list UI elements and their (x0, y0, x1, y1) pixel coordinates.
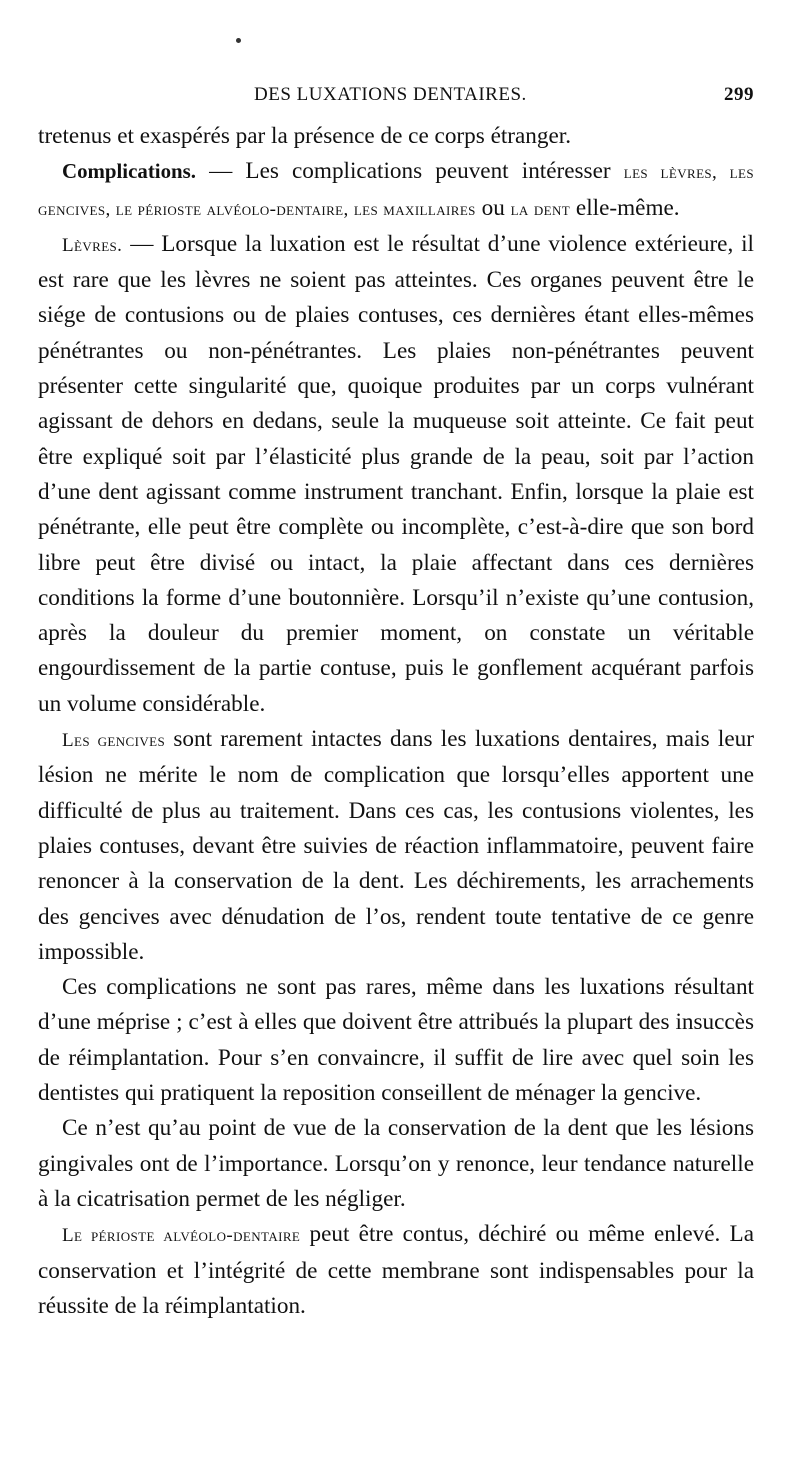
ink-speck (236, 38, 241, 43)
text-run: elle-même. (570, 194, 680, 221)
text-run: — Lorsque la luxation est le résultat d’une violence extérieure, il est rare que les lèvres ne soient pas atteintes. Ces organes peuvent être le siége de contusions ou de plaies contuses, ces dernières étant elles-mêmes pénétrantes ou non-pénétrantes. Les plaies non-pénétrantes peuvent présenter cette singularité que, quoique produites par un corps vulnérant agissant de dehors en dedans, seule la muqueuse soit atteinte. Ce fait peut être expliqué soit par l’élasticité plus grande de la peau, soit par l’action d’une dent agissant comme instrument tranchant. Enfin, lorsque la plaie est pénétrante, elle peut être complète ou incomplète, c’est-à-dire que son bord libre peut être divisé ou intact, la plaie affectant dans ces dernières conditions la forme d’une boutonnière. Lorsqu’il n’existe qu’une contusion, après la douleur du premier moment, on constate un véritable engourdissement de la partie contuse, puis le gonflement acquérant parfois un volume considérable. (38, 230, 754, 717)
paragraph (38, 970, 754, 1111)
text-run: sont rarement intactes dans les luxations dentaires, mais leur lésion ne mérite le nom de complication que lorsqu’elles apportent une difficulté de plus au traitement. Dans ces cas, les contusions violentes, les plaies contuses, devant être suivies de réaction inflammatoire, peuvent faire renoncer à la conservation de la dent. Les déchirements, les arrachements des gencives avec dénudation de l’os, rendent toute tentative de ce genre impossible. (38, 726, 754, 965)
paragraph (38, 1217, 754, 1324)
text-run: Ce n’est qu’au point de vue de la conservation de la dent que les lésions gingivales ont de l’importance. Lorsqu’on y renonce, leur tendance naturelle à la cicatrisation permet de les négliger. (38, 1115, 754, 1212)
running-header (0, 80, 800, 110)
page-number: 299 (724, 84, 754, 105)
small-caps-term: les lèvres, les gencives, le périoste alvéolo-dentaire, les maxillaires (38, 162, 754, 220)
small-caps-term: Le périoste alvéolo-dentaire (62, 1225, 301, 1247)
text-run: tretenus et exaspérés par la présence de ce corps étranger. (38, 123, 572, 149)
paragraph (38, 227, 754, 722)
text-run: peut être contus, déchiré ou même enlevé. La conservation et l’intégrité de cette membrane sont indispensables pour la réussite de la réimplantation. (38, 1221, 754, 1319)
text-run: — Les complications peuvent intéresser (195, 158, 624, 185)
section-heading: Complications. (62, 159, 196, 184)
paragraph (38, 119, 754, 154)
small-caps-term: Lèvres. (62, 234, 123, 256)
running-title: DES LUXATIONS DENTAIRES. (254, 84, 527, 105)
small-caps-term: Les gencives (62, 730, 166, 752)
paragraph (38, 722, 754, 970)
small-caps-term: la dent (510, 198, 571, 220)
text-run: Ces complications ne sont pas rares, même dans les luxations résultant d’une méprise ; c’est à elles que doivent être attribués la plupart des insuccès de réimplantation. Pour s’en convaincre, il suffit de lire avec quel soin les dentistes qui pratiquent la reposition conseillent de ménager la gencive. (38, 974, 754, 1107)
body-text (38, 119, 754, 1324)
paragraph (38, 154, 754, 227)
paragraph (38, 1111, 754, 1217)
text-run: ou (475, 194, 511, 221)
